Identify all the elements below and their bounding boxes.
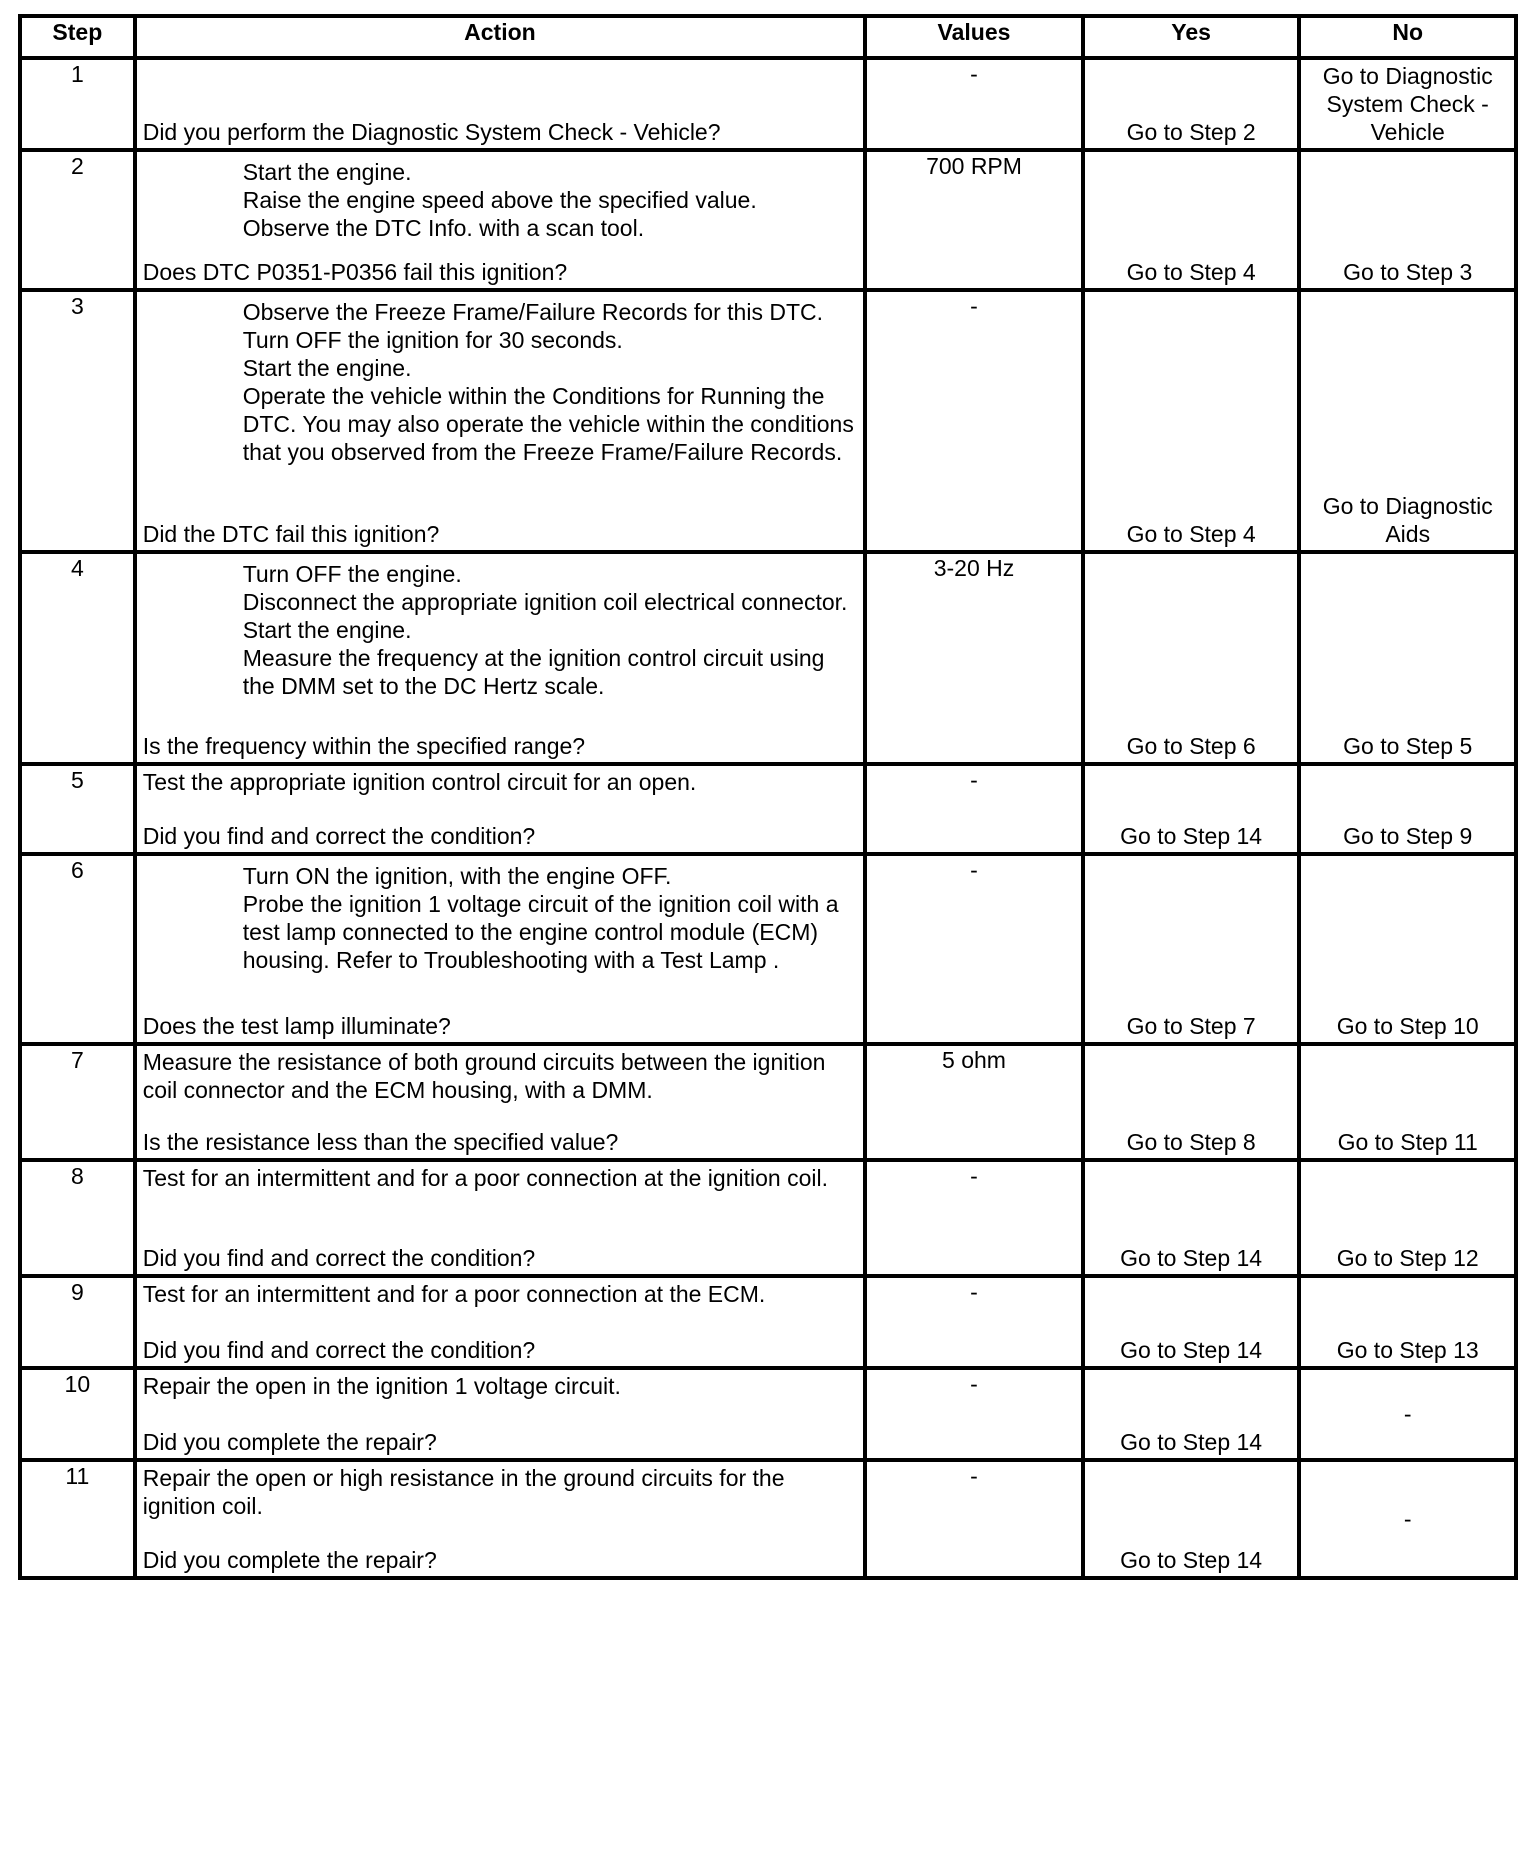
action-substep: Disconnect the appropriate ignition coil electrical connector. [242,589,848,615]
action-cell [135,58,865,150]
yes-link: Go to Step 2 [1126,119,1256,145]
no-content [1301,152,1514,288]
diagnostic-table-container [18,14,1518,1580]
no-link: Go to Step 13 [1336,1337,1479,1363]
value-cell: 700 RPM [865,150,1083,290]
no-link: Go to Step 3 [1343,259,1473,285]
no-content [1301,1370,1514,1458]
yes-cell [1083,1044,1300,1160]
action-question: Is the frequency within the specified range? [142,733,586,759]
action-instructions [143,1280,859,1308]
action-content [137,856,863,1042]
yes-content [1085,856,1298,1042]
no-content [1301,1278,1514,1366]
header-action: Action [135,16,865,58]
action-cell [135,150,865,290]
action-question: Did you find and correct the condition? [142,1337,536,1363]
action-substep: Start the engine. [242,355,412,381]
yes-cell [1083,290,1300,552]
action-substep: Start the engine. [242,159,412,185]
action-instructions [143,768,859,796]
action-substeps [143,556,859,700]
action-instruction: Repair the open in the ignition 1 voltage circuit. [142,1373,621,1399]
yes-content [1085,152,1298,288]
no-content [1301,1162,1514,1274]
no-content [1301,1046,1514,1158]
yes-link: Go to Step 14 [1120,1547,1263,1573]
action-substep: Measure the frequency at the ignition control circuit using the DMM set to the DC Hertz scale. [242,645,825,699]
action-substep: Probe the ignition 1 voltage circuit of the ignition coil with a test lamp connected to the engine control module (ECM) housing. Refer to Troubleshooting with a Test Lamp . [242,891,839,973]
no-link: Go to Diagnostic Aids [1322,493,1493,547]
no-cell [1299,290,1516,552]
step-number: 2 [20,150,135,290]
action-instruction: Test the appropriate ignition control circuit for an open. [142,769,697,795]
action-instruction: Test for an intermittent and for a poor connection at the ignition coil. [142,1165,828,1191]
action-content [137,1162,863,1274]
no-cell [1299,150,1516,290]
action-substep: Observe the Freeze Frame/Failure Records for this DTC. [242,299,823,325]
action-content [137,60,863,148]
action-question: Did you complete the repair? [142,1429,437,1455]
action-content [137,1046,863,1158]
table-body [20,58,1516,1578]
value-cell: - [865,1160,1083,1276]
table-row [20,1460,1516,1578]
action-instructions [143,858,859,974]
action-content [137,554,863,762]
yes-content [1085,766,1298,852]
table-row [20,552,1516,764]
no-cell [1299,1160,1516,1276]
table-row [20,854,1516,1044]
action-cell [135,764,865,854]
yes-content [1085,292,1298,550]
action-substeps [143,154,859,242]
no-cell [1299,1368,1516,1460]
action-instruction: Measure the resistance of both ground circuits between the ignition coil connector and the ECM housing, with a DMM. [142,1049,826,1103]
yes-link: Go to Step 14 [1120,1429,1263,1455]
table-row [20,58,1516,150]
yes-cell [1083,150,1300,290]
yes-content [1085,1462,1298,1576]
header-step: Step [20,16,135,58]
no-link: Go to Diagnostic System Check - Vehicle [1322,63,1493,145]
yes-link: Go to Step 4 [1126,521,1256,547]
action-instructions [143,294,859,466]
value-cell: - [865,290,1083,552]
action-content [137,1278,863,1366]
table-row [20,290,1516,552]
no-content [1301,856,1514,1042]
action-question: Did you perform the Diagnostic System Check - Vehicle? [142,119,721,145]
value-cell: - [865,764,1083,854]
action-cell [135,552,865,764]
action-substeps [143,294,859,466]
yes-link: Go to Step 14 [1120,1337,1263,1363]
no-link: Go to Step 12 [1336,1245,1479,1271]
step-number: 9 [20,1276,135,1368]
table-row [20,1044,1516,1160]
action-question: Does the test lamp illuminate? [142,1013,451,1039]
no-content [1301,554,1514,762]
yes-link: Go to Step 14 [1120,1245,1263,1271]
action-question: Does DTC P0351-P0356 fail this ignition? [142,259,568,285]
action-instructions [143,1048,859,1104]
diagnostic-table [18,14,1518,1580]
no-link: Go to Step 5 [1343,733,1473,759]
no-cell [1299,58,1516,150]
yes-link: Go to Step 7 [1126,1013,1256,1039]
value-cell: 5 ohm [865,1044,1083,1160]
table-row [20,1160,1516,1276]
value-cell: - [865,1368,1083,1460]
step-number: 5 [20,764,135,854]
no-cell [1299,1044,1516,1160]
action-cell [135,1160,865,1276]
no-cell [1299,854,1516,1044]
action-content [137,1370,863,1458]
yes-link: Go to Step 14 [1120,823,1263,849]
step-number: 1 [20,58,135,150]
step-number: 8 [20,1160,135,1276]
table-row [20,764,1516,854]
value-cell: - [865,854,1083,1044]
yes-link: Go to Step 4 [1126,259,1256,285]
header-yes: Yes [1083,16,1300,58]
no-link: - [1403,1506,1412,1532]
yes-cell [1083,1368,1300,1460]
value-cell: - [865,1460,1083,1578]
table-row [20,1368,1516,1460]
action-substep: Start the engine. [242,617,412,643]
no-link: Go to Step 11 [1337,1129,1478,1155]
yes-cell [1083,552,1300,764]
header-values: Values [865,16,1083,58]
action-question: Did the DTC fail this ignition? [142,521,440,547]
action-cell [135,290,865,552]
table-header-row [20,16,1516,58]
action-instructions [143,1464,859,1520]
action-instructions [143,1164,859,1192]
no-link: Go to Step 10 [1336,1013,1479,1039]
yes-content [1085,1162,1298,1274]
no-content [1301,292,1514,550]
step-number: 11 [20,1460,135,1578]
step-number: 4 [20,552,135,764]
yes-content [1085,1278,1298,1366]
action-content [137,292,863,550]
step-number: 6 [20,854,135,1044]
no-content [1301,60,1514,148]
action-instruction: Repair the open or high resistance in the ground circuits for the ignition coil. [142,1465,785,1519]
yes-link: Go to Step 8 [1126,1129,1256,1155]
value-cell: - [865,1276,1083,1368]
value-cell: 3-20 Hz [865,552,1083,764]
no-content [1301,1462,1514,1576]
action-cell [135,1460,865,1578]
table-row [20,1276,1516,1368]
no-cell [1299,764,1516,854]
action-instructions [143,1372,859,1400]
action-cell [135,1276,865,1368]
action-question: Did you complete the repair? [142,1547,437,1573]
no-cell [1299,1276,1516,1368]
action-question: Did you find and correct the condition? [142,823,536,849]
action-cell [135,1368,865,1460]
no-cell [1299,552,1516,764]
action-cell [135,854,865,1044]
no-link: Go to Step 9 [1343,823,1473,849]
action-question: Is the resistance less than the specified value? [142,1129,619,1155]
yes-cell [1083,1460,1300,1578]
action-substep: Turn OFF the engine. [242,561,462,587]
action-content [137,1462,863,1576]
action-cell [135,1044,865,1160]
header-no: No [1299,16,1516,58]
action-content [137,152,863,288]
no-cell [1299,1460,1516,1578]
yes-content [1085,554,1298,762]
action-content [137,766,863,852]
yes-content [1085,1370,1298,1458]
yes-content [1085,1046,1298,1158]
action-substep: Observe the DTC Info. with a scan tool. [242,215,645,241]
step-number: 7 [20,1044,135,1160]
yes-cell [1083,58,1300,150]
no-link: - [1403,1401,1412,1427]
yes-link: Go to Step 6 [1126,733,1256,759]
action-instructions [143,154,859,242]
value-cell: - [865,58,1083,150]
yes-content [1085,60,1298,148]
step-number: 10 [20,1368,135,1460]
action-substep: Operate the vehicle within the Conditions for Running the DTC. You may also operate the vehicle within the conditions that you observed from the Freeze Frame/Failure Records. [242,383,854,465]
action-question: Did you find and correct the condition? [142,1245,536,1271]
no-content [1301,766,1514,852]
action-substep: Turn ON the ignition, with the engine OFF. [242,863,672,889]
yes-cell [1083,1276,1300,1368]
action-substep: Raise the engine speed above the specified value. [242,187,757,213]
yes-cell [1083,854,1300,1044]
action-instruction: Test for an intermittent and for a poor connection at the ECM. [142,1281,766,1307]
yes-cell [1083,764,1300,854]
yes-cell [1083,1160,1300,1276]
table-row [20,150,1516,290]
action-substep: Turn OFF the ignition for 30 seconds. [242,327,623,353]
action-instructions [143,556,859,700]
action-substeps [143,858,859,974]
step-number: 3 [20,290,135,552]
